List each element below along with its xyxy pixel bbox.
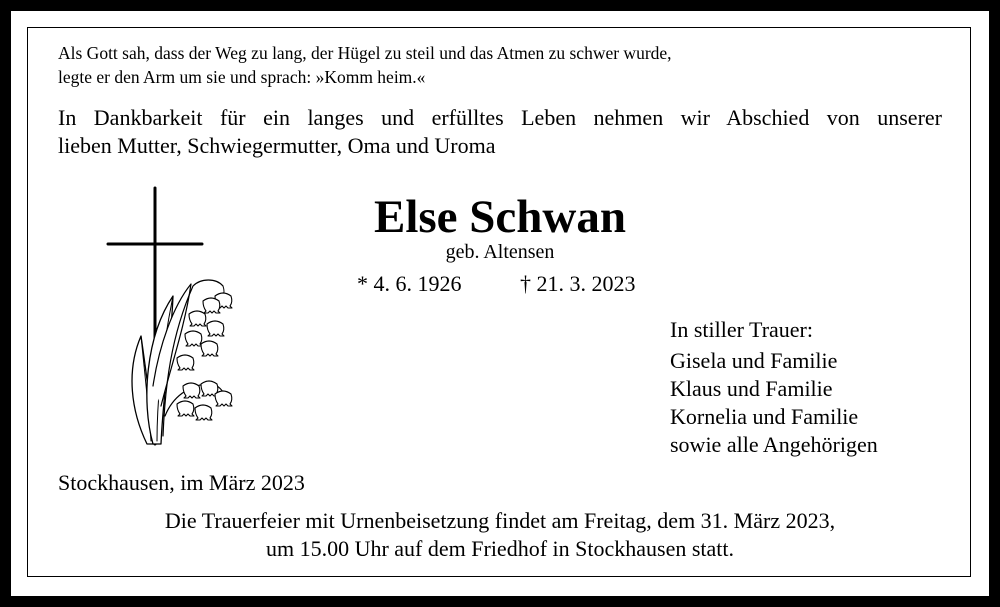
service-line: um 15.00 Uhr auf dem Friedhof in Stockhausen statt. [265,536,735,561]
service-line: Die Trauerfeier mit Urnenbeisetzung findet am Freitag, dem 31. März 2023, [164,508,836,533]
birth-date: * 4. 6. 1926 [357,271,462,296]
funeral-service-info [11,507,989,563]
mourner-entry: Gisela und Familie [670,348,838,373]
intro-text [58,104,942,160]
maiden-name: geb. Altensen [445,241,555,263]
death-date: † 21. 3. 2023 [520,271,636,296]
mourners-list [670,316,878,459]
life-dates [357,270,636,298]
mourners-heading: In stiller Trauer: [670,317,813,342]
intro-line: lieben Mutter, Schwiegermutter, Oma und Uroma [58,133,496,158]
quote [58,41,818,89]
mourner-entry: Kornelia und Familie [670,404,859,429]
quote-line: legte er den Arm um sie und sprach: »Komm heim.« [58,67,426,87]
mourner-entry: sowie alle Angehörigen [670,432,878,457]
mourner-entry: Klaus und Familie [670,376,833,401]
place-and-date: Stockhausen, im März 2023 [58,470,305,495]
obituary-card [11,11,989,596]
deceased-name: Else Schwan [373,191,627,243]
quote-line: Als Gott sah, dass der Weg zu lang, der Hügel zu steil und das Atmen zu schwer wurde, [58,43,672,63]
intro-line: In Dankbarkeit für ein langes und erfülltes Leben nehmen wir Abschied von unserer [58,105,942,130]
